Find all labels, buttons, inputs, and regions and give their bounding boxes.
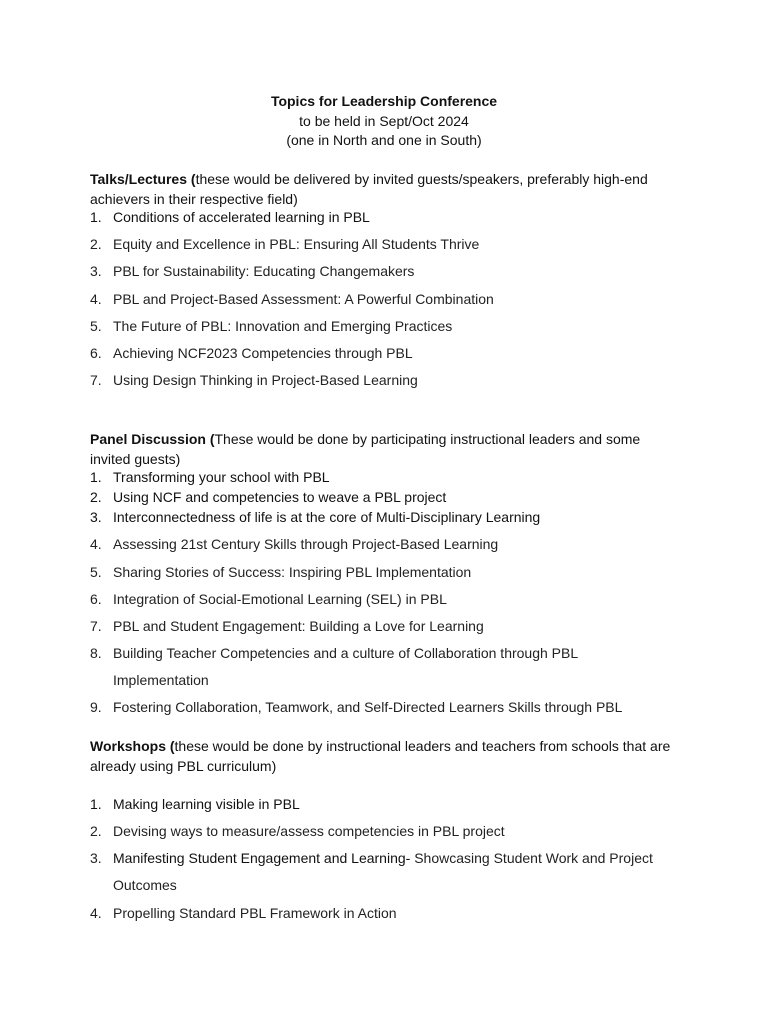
document-title: Topics for Leadership Conference	[270, 93, 498, 109]
talks-description-cont: achievers in their respective field)	[90, 190, 298, 207]
list-item: 4. Propelling Standard PBL Framework in Action	[90, 905, 397, 921]
list-item: 8. Building Teacher Competencies and a culture of Collaboration through PBL	[90, 645, 579, 661]
document-header	[0, 92, 768, 151]
list-item-continuation: Implementation	[113, 672, 209, 688]
talks-description: these would be delivered by invited guests/speakers, preferably high-end	[195, 171, 648, 187]
panel-section-heading	[90, 430, 690, 469]
talks-section-heading	[90, 170, 690, 209]
workshops-description-cont: already using PBL curriculum)	[90, 757, 277, 774]
list-item-continuation: Outcomes	[113, 877, 177, 893]
workshops-heading-label: Workshops (	[90, 738, 175, 754]
list-item: 4. Assessing 21st Century Skills through Project-Based Learning	[90, 536, 499, 552]
list-item: 6. Integration of Social-Emotional Learning (SEL) in PBL	[90, 591, 447, 607]
list-item: 1. Making learning visible in PBL	[90, 796, 300, 812]
list-item: 9. Fostering Collaboration, Teamwork, and Self-Directed Learners Skills through PBL	[90, 699, 623, 715]
list-item: 2. Devising ways to measure/assess competencies in PBL project	[90, 823, 505, 839]
talks-heading-label: Talks/Lectures (	[90, 171, 196, 187]
list-item: 5. The Future of PBL: Innovation and Emerging Practices	[90, 318, 453, 334]
list-item: 1. Conditions of accelerated learning in PBL	[90, 209, 370, 225]
list-item: 3. PBL for Sustainability: Educating Changemakers	[90, 263, 415, 279]
workshops-section-heading	[90, 737, 690, 776]
list-item: 3. Manifesting Student Engagement and Learning- Showcasing Student Work and Project	[90, 850, 653, 866]
list-item: 4. PBL and Project-Based Assessment: A Powerful Combination	[90, 291, 494, 307]
panel-description-cont: invited guests)	[90, 450, 181, 467]
conference-locations: (one in North and one in South)	[286, 132, 482, 148]
panel-description: These would be done by participating instructional leaders and some	[214, 431, 641, 447]
list-item: 7. Using Design Thinking in Project-Based Learning	[90, 372, 418, 388]
list-item: 5. Sharing Stories of Success: Inspiring PBL Implementation	[90, 564, 472, 580]
conference-date: to be held in Sept/Oct 2024	[299, 112, 469, 129]
list-item: 1. Transforming your school with PBL	[90, 469, 330, 485]
list-item: 6. Achieving NCF2023 Competencies through PBL	[90, 345, 413, 361]
panel-heading-label: Panel Discussion (	[90, 431, 215, 447]
list-item: 3. Interconnectedness of life is at the core of Multi-Disciplinary Learning	[90, 509, 541, 525]
workshops-description: these would be done by instructional leaders and teachers from schools that are	[174, 738, 671, 754]
list-item: 7. PBL and Student Engagement: Building a Love for Learning	[90, 618, 484, 634]
list-item: 2. Equity and Excellence in PBL: Ensuring All Students Thrive	[90, 236, 480, 252]
list-item: 2. Using NCF and competencies to weave a PBL project	[90, 489, 447, 505]
